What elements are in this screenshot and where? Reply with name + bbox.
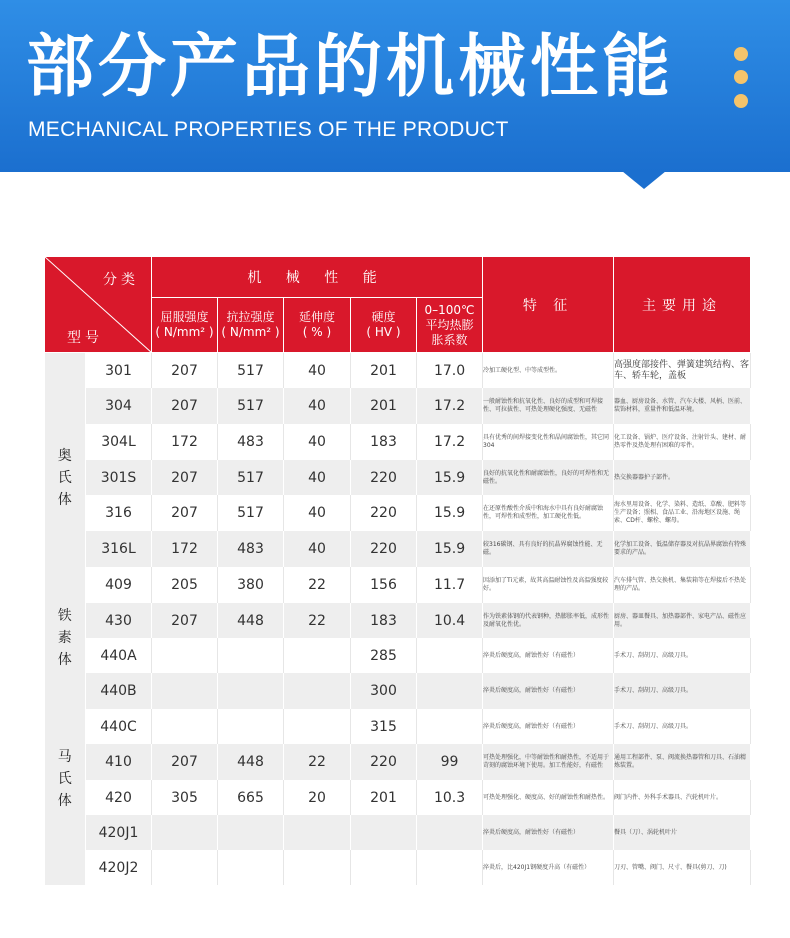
tensile-strength-cell xyxy=(218,850,284,885)
yield-strength-cell: 205 xyxy=(152,567,218,603)
expansion-cell: 15.9 xyxy=(417,495,483,531)
feature-cell-text: 淬炎后硬度高，耐蚀性好（有磁性） xyxy=(483,828,580,836)
expansion-cell: 17.2 xyxy=(417,424,483,460)
use-cell-text: 热交换器器护子部件。 xyxy=(614,473,675,481)
use-cell-text: 化工设备、锅炉、医疗设备、注射针头、建材、耐热零件及热处理有困难的零件。 xyxy=(614,434,747,449)
yield-strength-cell: 207 xyxy=(152,460,218,495)
hardness-cell: 315 xyxy=(351,709,417,744)
feature-cell-text: 因添加了Ti元素，故其高温耐蚀性及高温强度较好。 xyxy=(483,577,609,592)
yield-strength-cell: 207 xyxy=(152,353,218,389)
use-cell xyxy=(614,815,751,850)
feature-cell-text: 淬炎后硬度高，耐蚀性好（有磁性） xyxy=(483,722,580,730)
hardness-cell: 220 xyxy=(351,495,417,531)
table-row xyxy=(45,815,751,850)
feature-cell xyxy=(483,815,614,850)
feature-cell xyxy=(483,353,614,389)
feature-cell-text: 作为铁素体钢的代表钢种，热膨胀率低，成形性及耐氧化性优。 xyxy=(483,612,610,628)
mechanical-properties-table xyxy=(44,256,751,885)
elongation-cell: 20 xyxy=(284,780,351,815)
feature-cell-text: 良好的抗氧化性和耐腐蚀性，良好的可焊性和无磁性。 xyxy=(483,469,610,485)
table-row xyxy=(45,638,751,673)
title-banner xyxy=(0,0,790,172)
model-cell: 440B xyxy=(86,673,152,709)
feature-cell xyxy=(483,567,614,603)
use-cell-text: 厨房、器皿餐具、加热器部件、家电产品、磁性应用。 xyxy=(614,612,747,628)
dot-icon xyxy=(734,94,748,108)
column-header-text: ( N/mm² ) xyxy=(155,325,214,339)
tensile-strength-cell: 483 xyxy=(218,424,284,460)
yield-strength-cell: 207 xyxy=(152,388,218,424)
hardness-cell: 156 xyxy=(351,567,417,603)
feature-cell-text: 在还原性酸性介质中和海水中具有良好耐腐蚀性，可焊性和成型性，加工硬化性低。 xyxy=(483,505,604,520)
feature-cell xyxy=(483,638,614,673)
table-row xyxy=(45,744,751,780)
use-cell xyxy=(614,780,751,815)
elongation-cell xyxy=(284,815,351,850)
elongation-cell: 22 xyxy=(284,744,351,780)
elongation-cell: 40 xyxy=(284,495,351,531)
column-header-text: ( N/mm² ) xyxy=(221,325,280,339)
model-cell: 409 xyxy=(86,567,152,603)
elongation-cell xyxy=(284,850,351,885)
model-cell: 301S xyxy=(86,460,152,495)
expansion-cell: 17.2 xyxy=(417,388,483,424)
category-cell xyxy=(45,603,86,673)
hardness-cell: 285 xyxy=(351,638,417,673)
column-header xyxy=(417,298,483,353)
use-cell xyxy=(614,353,751,389)
model-cell: 420 xyxy=(86,780,152,815)
elongation-cell xyxy=(284,673,351,709)
elongation-cell: 22 xyxy=(284,603,351,638)
elongation-cell: 40 xyxy=(284,424,351,460)
feature-cell xyxy=(483,850,614,885)
feature-cell xyxy=(483,460,614,495)
expansion-cell xyxy=(417,815,483,850)
use-cell-text: 阀门内件、外科手术器具、汽轮机叶片。 xyxy=(614,793,723,801)
feature-cell-text: 淬炎后硬度高，耐蚀性好（有磁性） xyxy=(483,687,580,694)
table-row xyxy=(45,531,751,567)
column-header xyxy=(351,298,417,353)
elongation-cell: 40 xyxy=(284,460,351,495)
elongation-cell: 22 xyxy=(284,567,351,603)
tensile-strength-cell: 517 xyxy=(218,460,284,495)
use-cell-text: 通用工程部件、泵、阀流换热器管和刀具、石油精炼装置。 xyxy=(614,754,747,769)
yield-strength-cell: 207 xyxy=(152,495,218,531)
tensile-strength-cell: 448 xyxy=(218,603,284,638)
table-row xyxy=(45,567,751,603)
yield-strength-cell xyxy=(152,815,218,850)
use-cell-text: 高强度部接件、弹簧建筑结构、客车、轿车轮，盖板 xyxy=(614,359,750,381)
yield-strength-cell: 207 xyxy=(152,744,218,780)
expansion-cell: 11.7 xyxy=(417,567,483,603)
use-cell-text: 器血、厨房设备、水管、汽车大楼、风柄、医前、装饰材料，重量件和低温环境。 xyxy=(614,398,747,413)
expansion-cell xyxy=(417,850,483,885)
use-cell-text: 海水里用设备、化学、染料、造纸、草酸、肥料等生产设备；照相、食品工业、沿海地区设施、绳索、CD杆、螺栓、螺母。 xyxy=(614,501,747,524)
tensile-strength-cell xyxy=(218,709,284,744)
column-header-text: ( % ) xyxy=(302,325,332,339)
feature-cell xyxy=(483,495,614,531)
column-header-text: 抗拉强度 xyxy=(226,310,275,324)
model-cell: 440C xyxy=(86,709,152,744)
table-row xyxy=(45,709,751,744)
hardness-cell: 220 xyxy=(351,744,417,780)
mechanical-header: 机 械 性 能 xyxy=(152,257,483,298)
feature-header: 特 征 xyxy=(483,257,614,353)
expansion-cell xyxy=(417,709,483,744)
use-cell xyxy=(614,531,751,567)
model-cell: 304 xyxy=(86,388,152,424)
tensile-strength-cell xyxy=(218,638,284,673)
elongation-cell: 40 xyxy=(284,531,351,567)
tensile-strength-cell: 517 xyxy=(218,353,284,389)
hardness-cell: 183 xyxy=(351,424,417,460)
tensile-strength-cell: 517 xyxy=(218,495,284,531)
use-cell xyxy=(614,638,751,673)
use-cell xyxy=(614,424,751,460)
table-row xyxy=(45,460,751,495)
tensile-strength-cell: 448 xyxy=(218,744,284,780)
feature-cell xyxy=(483,531,614,567)
model-label: 型号 xyxy=(67,330,103,346)
category-label: 分类 xyxy=(103,272,139,288)
feature-cell-text: 较316碳钢、具有良好的抗晶界腐蚀性能、无磁。 xyxy=(483,541,603,556)
yield-strength-cell xyxy=(152,850,218,885)
use-cell xyxy=(614,673,751,709)
expansion-cell xyxy=(417,673,483,709)
column-header-text: 延伸度 xyxy=(298,310,335,324)
expansion-cell: 17.0 xyxy=(417,353,483,389)
expansion-cell: 10.4 xyxy=(417,603,483,638)
feature-cell-text: 淬炎后，比420J1钢硬度升高（有磁性） xyxy=(483,863,591,871)
use-header: 主要用途 xyxy=(614,257,751,353)
expansion-cell: 15.9 xyxy=(417,460,483,495)
model-cell: 316 xyxy=(86,495,152,531)
yield-strength-cell xyxy=(152,673,218,709)
use-cell-text: 手术刀、刮胡刀、高级刀具。 xyxy=(614,722,693,730)
model-cell: 301 xyxy=(86,353,152,389)
elongation-cell: 40 xyxy=(284,353,351,389)
category-name: 铁素体 xyxy=(57,608,72,668)
expansion-cell: 10.3 xyxy=(417,780,483,815)
category-cell xyxy=(45,353,86,604)
hardness-cell: 201 xyxy=(351,388,417,424)
column-header-text: 硬度 xyxy=(371,310,396,324)
feature-cell-text: 一般耐蚀性和抗氧化性、良好的成型和可焊接性、可拉拔性、可热处理硬化强度、无磁性 xyxy=(483,398,604,413)
feature-cell xyxy=(483,709,614,744)
elongation-cell: 40 xyxy=(284,388,351,424)
use-cell-text: 手术刀、刮胡刀、高级刀具。 xyxy=(614,651,693,659)
use-cell-text: 餐具（刀）、涡轮机叶片 xyxy=(614,828,678,836)
tensile-strength-cell: 665 xyxy=(218,780,284,815)
feature-cell xyxy=(483,780,614,815)
use-cell xyxy=(614,709,751,744)
table-row xyxy=(45,353,751,389)
table-row xyxy=(45,495,751,531)
hardness-cell xyxy=(351,815,417,850)
feature-cell xyxy=(483,424,614,460)
category-name: 马氏体 xyxy=(57,749,72,809)
model-cell: 440A xyxy=(86,638,152,673)
feature-cell-text: 淬炎后硬度高，耐蚀性好（有磁性） xyxy=(483,651,580,659)
model-cell: 420J1 xyxy=(86,815,152,850)
category-cell xyxy=(45,673,86,885)
column-header-text: 平均热膨 xyxy=(425,317,474,332)
use-cell xyxy=(614,603,751,638)
column-header xyxy=(152,298,218,353)
model-cell: 430 xyxy=(86,603,152,638)
tensile-strength-cell xyxy=(218,815,284,850)
table-row xyxy=(45,388,751,424)
yield-strength-cell: 305 xyxy=(152,780,218,815)
use-cell xyxy=(614,744,751,780)
feature-cell-text: 具有优秀的间焊接变化性和晶间腐蚀性，其它同304 xyxy=(483,434,610,449)
tensile-strength-cell: 517 xyxy=(218,388,284,424)
tensile-strength-cell xyxy=(218,673,284,709)
expansion-cell: 15.9 xyxy=(417,531,483,567)
expansion-cell: 99 xyxy=(417,744,483,780)
hardness-cell: 201 xyxy=(351,353,417,389)
feature-cell-text: 冷加工硬化型、中等成型性。 xyxy=(483,366,562,374)
dot-icon xyxy=(734,70,748,84)
expansion-cell xyxy=(417,638,483,673)
column-header xyxy=(284,298,351,353)
hardness-cell xyxy=(351,850,417,885)
hardness-cell: 300 xyxy=(351,673,417,709)
column-header-text: 胀系数 xyxy=(431,332,468,347)
use-cell xyxy=(614,388,751,424)
page-subtitle: MECHANICAL PROPERTIES OF THE PRODUCT xyxy=(28,118,509,141)
column-header-text: 屈服强度 xyxy=(160,310,209,324)
elongation-cell xyxy=(284,709,351,744)
feature-cell xyxy=(483,744,614,780)
feature-cell xyxy=(483,603,614,638)
use-cell-text: 手术刀、刮胡刀、高级刀具。 xyxy=(614,687,693,694)
feature-cell-text: 可热处理强化、硬度高、好的耐蚀性和耐热性。 xyxy=(483,793,610,801)
yield-strength-cell: 172 xyxy=(152,424,218,460)
yield-strength-cell xyxy=(152,709,218,744)
hardness-cell: 220 xyxy=(351,460,417,495)
table-row xyxy=(45,673,751,709)
banner-pointer xyxy=(622,171,666,189)
tensile-strength-cell: 380 xyxy=(218,567,284,603)
feature-cell-text: 可热处理强化，中等耐蚀性和耐热性，不适用于苛刻的腐蚀环境下使用。加工性能好，有磁性 xyxy=(483,754,610,769)
hardness-cell: 183 xyxy=(351,603,417,638)
yield-strength-cell: 172 xyxy=(152,531,218,567)
hardness-cell: 201 xyxy=(351,780,417,815)
use-cell-text: 刀刃、管嘴、阀门、尺寸、餐具(剪刀、刀) xyxy=(614,863,727,871)
column-header-text: ( HV ) xyxy=(366,325,401,339)
yield-strength-cell xyxy=(152,638,218,673)
table-row xyxy=(45,850,751,885)
model-cell: 316L xyxy=(86,531,152,567)
table-corner-header xyxy=(45,257,152,353)
model-cell: 420J2 xyxy=(86,850,152,885)
category-name: 奥氏体 xyxy=(57,448,72,508)
feature-cell xyxy=(483,673,614,709)
table-row xyxy=(45,780,751,815)
model-cell: 410 xyxy=(86,744,152,780)
use-cell-text: 化学加工设备、低温储存器及对抗晶界腐蚀有特殊要求的产品。 xyxy=(614,541,747,556)
page-title: 部分产品的机械性能 xyxy=(26,28,675,107)
tensile-strength-cell: 483 xyxy=(218,531,284,567)
table-row xyxy=(45,424,751,460)
column-header xyxy=(218,298,284,353)
yield-strength-cell: 207 xyxy=(152,603,218,638)
use-cell-text: 汽车排气管、热交换机、集装箱等在焊接后不热处理的产品。 xyxy=(614,577,747,592)
use-cell xyxy=(614,460,751,495)
dot-icon xyxy=(734,47,748,61)
column-header-text: 0–100℃ xyxy=(424,302,475,317)
use-cell xyxy=(614,567,751,603)
hardness-cell: 220 xyxy=(351,531,417,567)
model-cell: 304L xyxy=(86,424,152,460)
use-cell xyxy=(614,495,751,531)
use-cell xyxy=(614,850,751,885)
table-row xyxy=(45,603,751,638)
elongation-cell xyxy=(284,638,351,673)
feature-cell xyxy=(483,388,614,424)
